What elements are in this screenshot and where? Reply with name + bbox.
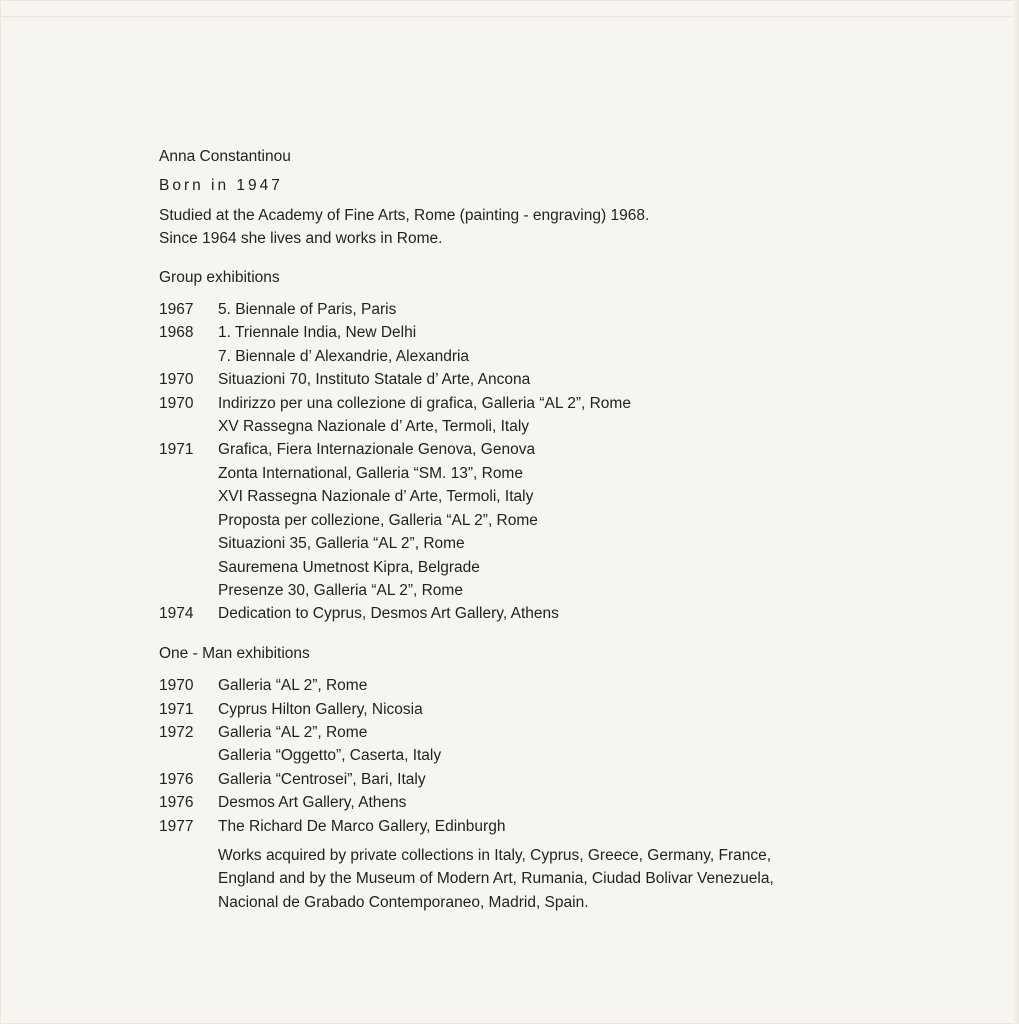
entry-text: Sauremena Umetnost Kipra, Belgrade <box>218 558 480 576</box>
exhibition-entry <box>159 321 999 344</box>
entry-text: Proposta per collezione, Galleria “AL 2”, Rome <box>218 511 538 529</box>
entry-year <box>159 345 218 368</box>
entry-year: 1970 <box>159 371 194 389</box>
entry-year: 1968 <box>159 324 194 342</box>
exhibition-entry <box>159 438 999 461</box>
entry-text: 1. Triennale India, New Delhi <box>218 324 417 342</box>
group-exhibitions-heading: Group exhibitions <box>159 268 280 286</box>
entry-text: Galleria “AL 2”, Rome <box>218 677 368 695</box>
exhibition-entry <box>159 509 999 532</box>
exhibition-entry <box>159 368 999 391</box>
entry-year <box>159 462 218 485</box>
exhibition-entry <box>159 602 999 625</box>
entry-year: 1971 <box>159 441 194 459</box>
works-line: Nacional de Grabado Contemporaneo, Madrid, Spain. <box>218 893 589 911</box>
exhibition-entry <box>159 462 999 485</box>
one-man-exhibitions-list <box>159 674 999 838</box>
paper-edge-right <box>1013 0 1019 1024</box>
paper-fold-top <box>0 16 1019 18</box>
exhibition-entry <box>159 768 999 791</box>
exhibition-entry <box>159 815 999 838</box>
exhibition-entry <box>159 698 999 721</box>
entry-year: 1972 <box>159 723 194 741</box>
entry-text: Desmos Art Gallery, Athens <box>218 794 407 812</box>
entry-text: Indirizzo per una collezione di grafica, Galleria “AL 2”, Rome <box>218 394 631 412</box>
entry-text: Cyprus Hilton Gallery, Nicosia <box>218 700 423 718</box>
exhibition-entry <box>159 556 999 579</box>
entry-text: XVI Rassegna Nazionale d’ Arte, Termoli, Italy <box>218 488 534 506</box>
entry-text: 7. Biennale d’ Alexandrie, Alexandria <box>218 347 470 365</box>
biography-content <box>159 145 999 914</box>
exhibition-entry <box>159 415 999 438</box>
entry-text: Dedication to Cyprus, Desmos Art Gallery, Athens <box>218 605 559 623</box>
exhibition-entry <box>159 485 999 508</box>
exhibition-entry <box>159 721 999 744</box>
exhibition-entry <box>159 674 999 697</box>
entry-year: 1970 <box>159 677 194 695</box>
entry-text: Grafica, Fiera Internazionale Genova, Genova <box>218 441 536 459</box>
entry-text: XV Rassegna Nazionale d’ Arte, Termoli, Italy <box>218 418 530 436</box>
entry-year <box>159 556 218 579</box>
entry-year: 1977 <box>159 817 194 835</box>
entry-year <box>159 485 218 508</box>
entry-year: 1971 <box>159 700 194 718</box>
exhibition-entry <box>159 791 999 814</box>
entry-year <box>159 744 218 767</box>
works-line: Works acquired by private collections in Italy, Cyprus, Greece, Germany, France, <box>218 846 772 864</box>
entry-year <box>159 509 218 532</box>
entry-year: 1970 <box>159 394 194 412</box>
exhibition-entry <box>159 298 999 321</box>
entry-text: Galleria “Centrosei”, Bari, Italy <box>218 770 426 788</box>
works-line: England and by the Museum of Modern Art, Rumania, Ciudad Bolivar Venezuela, <box>218 870 774 888</box>
entry-text: 5. Biennale of Paris, Paris <box>218 301 397 319</box>
exhibition-entry <box>159 392 999 415</box>
entry-text: The Richard De Marco Gallery, Edinburgh <box>218 817 506 835</box>
entry-text: Galleria “Oggetto”, Caserta, Italy <box>218 747 442 765</box>
entry-text: Presenze 30, Galleria “AL 2”, Rome <box>218 581 463 599</box>
artist-name: Anna Constantinou <box>159 148 291 165</box>
entry-year: 1976 <box>159 770 194 788</box>
entry-text: Zonta International, Galleria “SM. 13”, Rome <box>218 464 523 482</box>
studies-line: Studied at the Academy of Fine Arts, Rome (painting - engraving) 1968. <box>159 206 650 224</box>
entry-year: 1976 <box>159 794 194 812</box>
exhibition-entry <box>159 532 999 555</box>
entry-year <box>159 579 218 602</box>
exhibition-entry <box>159 345 999 368</box>
entry-text: Situazioni 70, Instituto Statale d’ Arte, Ancona <box>218 371 531 389</box>
studies-paragraph <box>159 204 999 251</box>
birth-line: Born in 1947 <box>159 177 283 195</box>
entry-text: Situazioni 35, Galleria “AL 2”, Rome <box>218 535 465 553</box>
entry-text: Galleria “AL 2”, Rome <box>218 723 368 741</box>
entry-year <box>159 532 218 555</box>
studies-line: Since 1964 she lives and works in Rome. <box>159 230 443 248</box>
entry-year: 1974 <box>159 605 194 623</box>
group-exhibitions-list <box>159 298 999 626</box>
exhibition-entry <box>159 744 999 767</box>
exhibition-entry <box>159 579 999 602</box>
one-man-exhibitions-heading: One - Man exhibitions <box>159 644 310 662</box>
entry-year: 1967 <box>159 301 194 319</box>
entry-year <box>159 415 218 438</box>
works-acquired-paragraph <box>218 844 999 914</box>
